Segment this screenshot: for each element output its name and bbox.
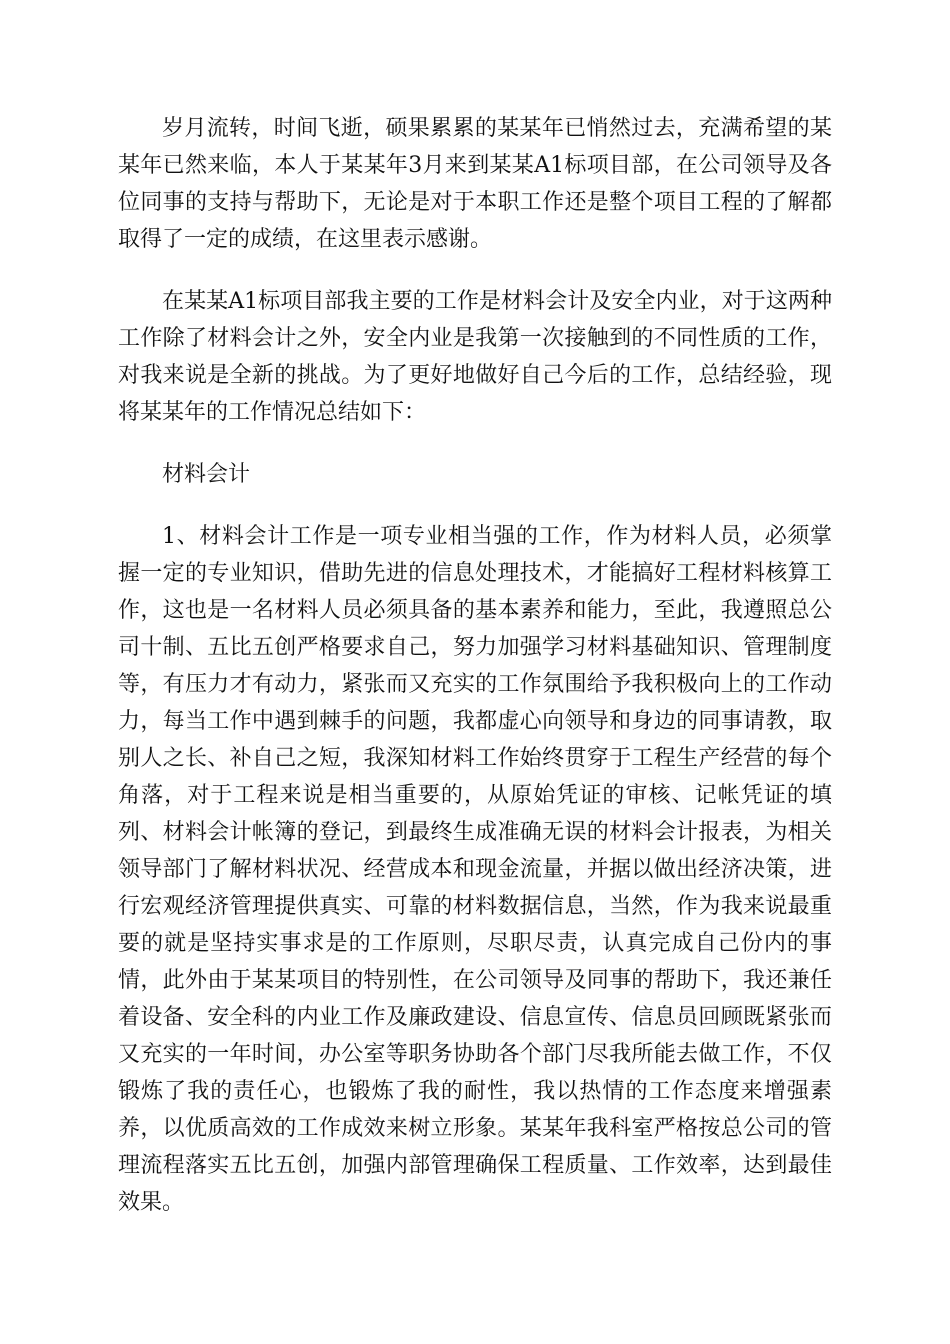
section-heading: 材料会计 — [162, 462, 251, 487]
intro-paragraph: 岁月流转，时间飞逝，硕果累累的某某年已悄然过去，充满希望的某某年已然来临，本人于某某年3月来到某某A1标项目部，在公司领导及各位同事的支持与帮助下，无论是对于本职工作还是整个项目工程的了解都取得了一定的成绩，在这里表示感谢。 — [118, 116, 832, 252]
document-body — [118, 110, 832, 1246]
overview-paragraph: 在某某A1标项目部我主要的工作是材料会计及安全内业，对于这两种工作除了材料会计之外，安全内业是我第一次接触到的不同性质的工作，对我来说是全新的挑战。为了更好地做好自己今后的工作，总结经验，现将某某年的工作情况总结如下： — [118, 289, 832, 425]
section-paragraph: 1、材料会计工作是一项专业相当强的工作，作为材料人员，必须掌握一定的专业知识，借助先进的信息处理技术，才能搞好工程材料核算工作，这也是一名材料人员必须具备的基本素养和能力，至此，我遵照总公司十制、五比五创严格要求自己，努力加强学习材料基础知识、管理制度等，有压力才有动力，紧张而又充实的工作氛围给予我积极向上的工作动力，每当工作中遇到棘手的问题，我都虚心向领导和身边的同事请教，取别人之长、补自己之短，我深知材料工作始终贯穿于工程生产经营的每个角落，对于工程来说是相当重要的，从原始凭证的审核、记帐凭证的填列、材料会计帐簿的登记，到最终生成准确无误的材料会计报表，为相关领导部门了解材料状况、经营成本和现金流量，并据以做出经济决策，进行宏观经济管理提供真实、可靠的材料数据信息，当然，作为我来说最重要的就是坚持实事求是的工作原则，尽职尽责，认真完成自己份内的事情，此外由于某某项目的特别性，在公司领导及同事的帮助下，我还兼任着设备、安全科的内业工作及廉政建设、信息宣传、信息员回顾既紧张而又充实的一年时间，办公室等职务协助各个部门尽我所能去做工作，不仅锻炼了我的责任心，也锻炼了我的耐性，我以热情的工作态度来增强素养，以优质高效的工作成效来树立形象。某某年我科室严格按总公司的管理流程落实五比五创，加强内部管理确保工程质量、工作效率，达到最佳效果。 — [118, 524, 832, 1215]
